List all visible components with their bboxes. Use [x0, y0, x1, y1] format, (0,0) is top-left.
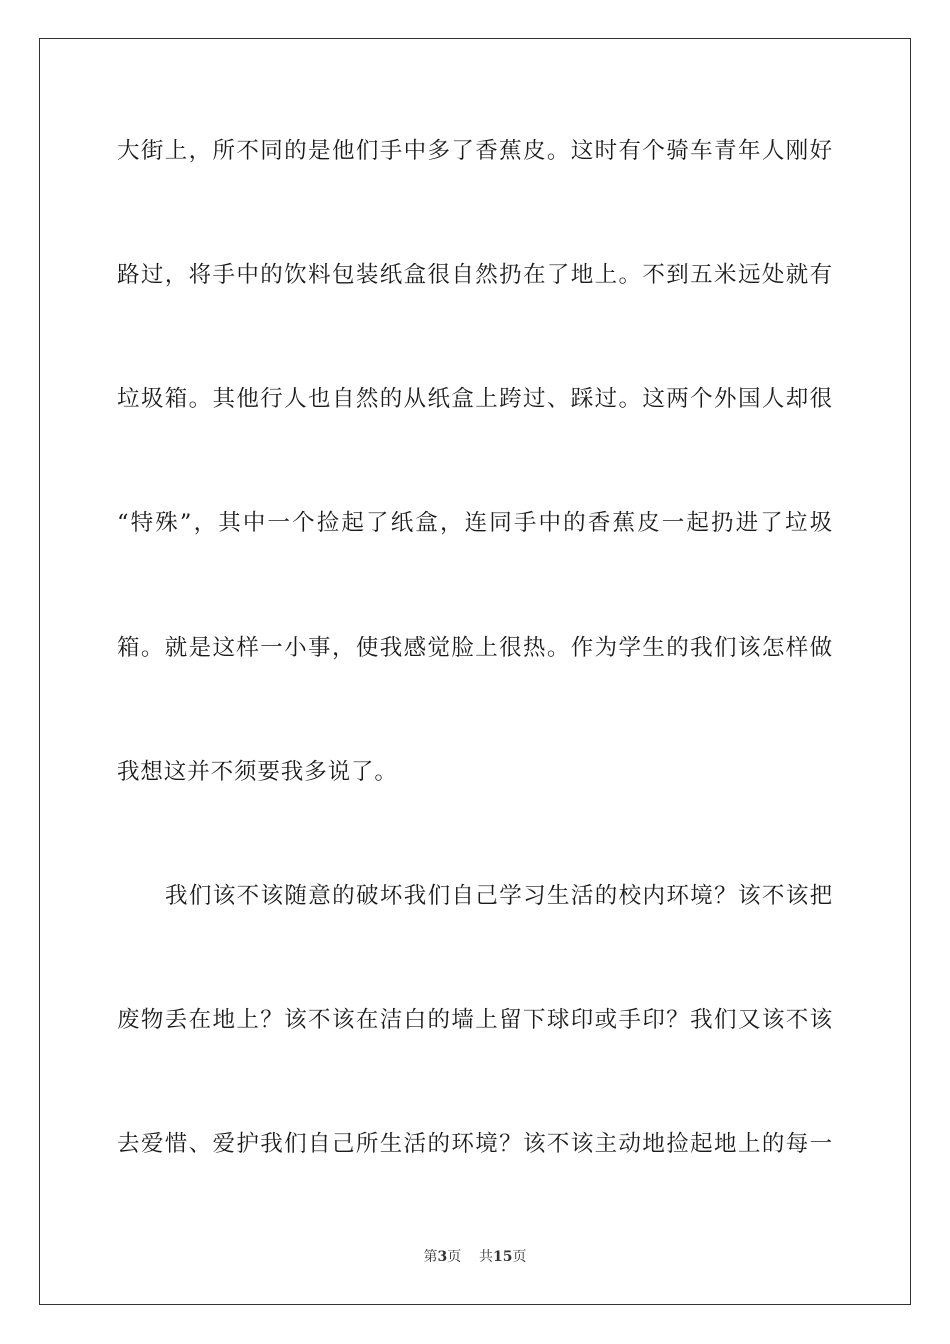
page-footer — [0, 1248, 950, 1266]
total-prefix: 共 — [479, 1249, 494, 1265]
paragraph-line-3: 垃圾箱。其他行人也自然的从纸盒上跨过、踩过。这两个外国人却很 — [117, 386, 833, 412]
paragraph-line-2: 路过，将手中的饮料包装纸盒很自然扔在了地上。不到五米远处就有 — [117, 262, 833, 288]
paragraph-line-7: 我们该不该随意的破坏我们自己学习生活的校内环境？该不该把 — [165, 883, 833, 909]
paragraph-line-6: 我想这并不须要我多说了。 — [117, 759, 398, 785]
total-pages: 15 — [493, 1249, 513, 1265]
page-suffix: 页 — [447, 1249, 462, 1265]
paragraph-line-4: “特殊”，其中一个捡起了纸盒，连同手中的香蕉皮一起扔进了垃圾 — [117, 510, 833, 536]
paragraph-line-5: 箱。就是这样一小事，使我感觉脸上很热。作为学生的我们该怎样做 — [117, 635, 833, 661]
paragraph-line-1: 大街上，所不同的是他们手中多了香蕉皮。这时有个骑车青年人刚好 — [117, 138, 833, 164]
page-prefix: 第 — [423, 1249, 438, 1265]
paragraph-line-8: 废物丢在地上？该不该在洁白的墙上留下球印或手印？我们又该不该 — [117, 1007, 833, 1033]
paragraph-line-9: 去爱惜、爱护我们自己所生活的环境？该不该主动地捡起地上的每一 — [117, 1131, 833, 1157]
total-suffix: 页 — [512, 1249, 527, 1265]
page-number: 3 — [437, 1249, 448, 1265]
page-frame — [39, 38, 911, 1305]
